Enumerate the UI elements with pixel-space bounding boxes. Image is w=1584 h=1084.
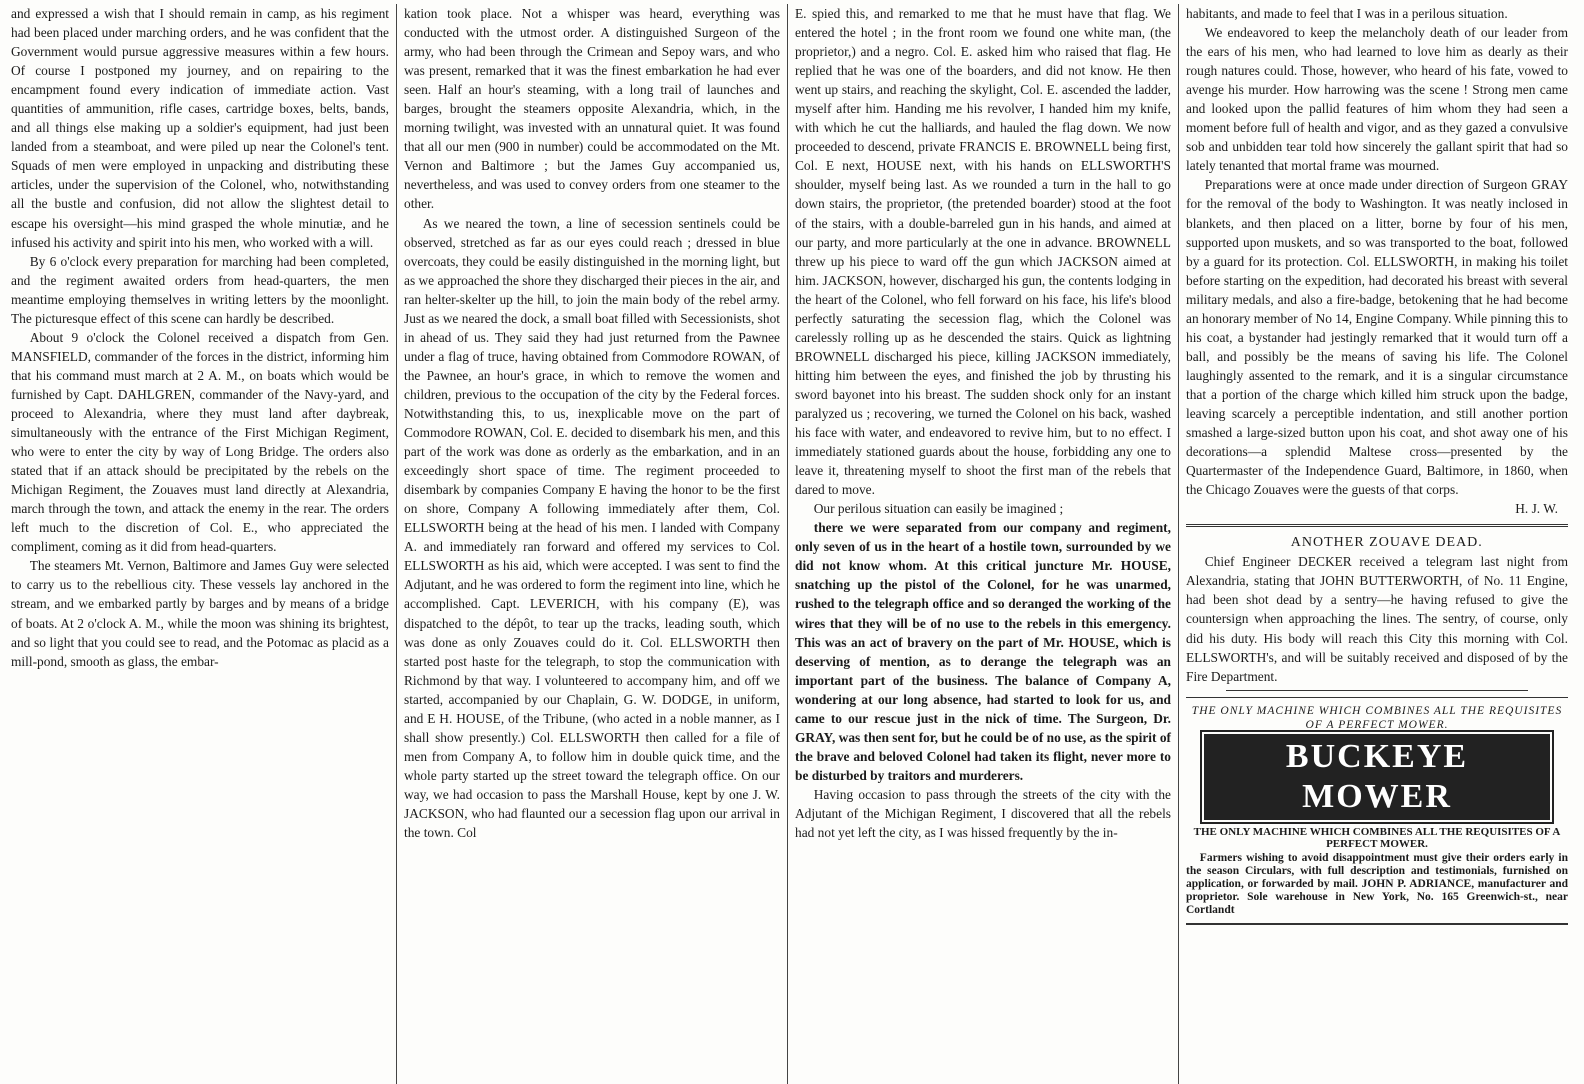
- ad-subtitle: THE ONLY MACHINE WHICH COMBINES ALL THE REQUISITES OF A PERFECT MOWER.: [1193, 825, 1561, 850]
- article-heading: ANOTHER ZOUAVE DEAD.: [1290, 535, 1483, 551]
- column-2: [397, 4, 787, 1084]
- section-divider: [1226, 690, 1528, 691]
- paragraph: Our perilous situation can easily be imagined ;: [813, 501, 1064, 517]
- ad-title: BUCKEYE MOWER: [1204, 734, 1550, 820]
- paragraph: By 6 o'clock every preparation for marching had been completed, and the regiment awaited orders from head-quarters, the men meantime employing themselves in writing letters by the moonlight. The picturesque effect of this scene can hardly be described.: [11, 253, 389, 326]
- paragraph: kation took place. Not a whisper was heard, everything was conducted with the utmost order. A distinguished Surgeon of the army, who had been through the Crimean and Sepoy wars, and who was present, remarked that it was the finest embarkation he had ever seen. Half an hour's steaming, with a long trail of launches and barges, brought the steamers opposite Alexandria, which, in the morning twilight, was invested with an unnatural quiet. It was found that all our men (900 in number) could be accommodated on the Mt. Vernon and Baltimore ; but the James Guy accompanied us, nevertheless, and was used to convey orders from one steamer to the other.: [404, 6, 780, 212]
- author-signature: H. J. W.: [1515, 501, 1558, 517]
- paragraph: We endeavored to keep the melancholy death of our leader from the ears of his men, who had learned to love him as dearly as their rough natures could. Those, however, who heard of his fate, vowed to avenge his murder. How harrowing was the scene ! Strong men came and looked upon the pallid features of him whom they had seen a moment before full of health and vigor, and as they gazed a convulsive sob and unbidden tear told how sincerely the gallant spirit that had so lately tenanted that mortal frame was mourned.: [1186, 25, 1568, 174]
- column-3: [788, 4, 1178, 1084]
- paragraph: About 9 o'clock the Colonel received a dispatch from Gen. MANSFIELD, commander of the forces in the district, informing him that his command must march at 2 A. M., on boats which would be furnished by Capt. DAHLGREN, commander of the Navy-yard, and proceed to Alexandria, where they must land after daybreak, simultaneously with the entrance of the First Michigan Regiment, who were to enter the city by way of Long Bridge. The orders also stated that if an attack should be precipitated by the rebels on the Michigan Regiment, the Zouaves must land directly at Alexandria, march through the town, and attack the enemy in the rear. The orders left much to the discretion of Col. E., who appreciated the compliment, coming as it did from head-quarters.: [11, 329, 389, 555]
- paragraph: As we neared the town, a line of secession sentinels could be observed, stretched as far as our eyes could reach ; dressed in blue overcoats, they could be easily distinguished in the morning light, but as we approached the shore they discharged their pieces in the air, and ran helter-skelter up the hill, to join the main body of the rebel army. Just as we neared the dock, a small boat filled with Secessionists, shot in ahead of us. They said they had just returned from the Pawnee under a flag of truce, having obtained from Commodore ROWAN, of the Pawnee, an hour's grace, in which to remove the women and children, previous to the occupation of the city by the Federal forces. Notwithstanding this, to us, inexplicable move on the part of Commodore ROWAN, Col. E. decided to disembark his men, and this part of the work was done as orderly as the embarkation, and in an exceedingly short space of time. The regiment proceeded to disembark by companies Company E having the honor to be the first on shore, Company A following immediately after them, Col. ELLSWORTH being at the head of his men. I landed with Company A. and immediately ran forward and offered my services to Col. ELLSWORTH as his aid, which were accepted. I was sent to find the Adjutant, and he was ordered to form the regiment into line, which he accomplished. Capt. LEVERICH, with his company (E), was dispatched to the dépôt, to tear up the tracks, leading south, which was done as only Zouaves could do it. Col. ELLSWORTH then started post haste for the telegraph, to stop the communication with Richmond by that way. I volunteered to accompany him, and off we started, accompanied by our Chaplain, G. W. DODGE, in uniform, and E H. HOUSE, of the Tribune, (who acted in a noble manner, as I shall show presently.) Col. ELLSWORTH then called for a file of men from Company A, to follow him in double quick time, and the whole party started up the street toward the telegraph office. On our way, we had occasion to pass the Marshall House, kept by one J. W. JACKSON, who had flaunted our a secession flag upon our arrival in the town. Col: [404, 215, 780, 841]
- ad-body: Farmers wishing to avoid disappointment must give their orders early in the season Circulars, with full description and testimonials, furnished on application, or forwarded by mail. JOHN P. ADRIANCE, manufacturer and proprietor. Sole warehouse in New York, No. 165 Greenwich-st., near Cortlandt: [1186, 851, 1568, 916]
- advertisement: [1186, 697, 1568, 925]
- paragraph: Having occasion to pass through the streets of the city with the Adjutant of the Michigan Regiment, I discovered that all the rebels had not yet left the city, as I was hissed frequently by the in-: [795, 786, 1171, 841]
- column-4: [1179, 4, 1575, 1084]
- ad-bottom-rule: [1186, 923, 1568, 925]
- section-divider: [1186, 524, 1568, 527]
- paragraph: The steamers Mt. Vernon, Baltimore and James Guy were selected to carry us to the rebellious city. These vessels lay anchored in the stream, and we embarked partly by barges and by means of a bridge of boats. At 2 o'clock A. M., while the moon was shining its brightest, and so light that you could see to read, and the Potomac as placid as a mill-pond, smooth as glass, the embar-: [11, 558, 389, 669]
- paragraph: habitants, and made to feel that I was in a perilous situation.: [1186, 6, 1508, 21]
- news-item: Chief Engineer DECKER received a telegram last night from Alexandria, stating that JOHN BUTTERWORTH, of No. 11 Engine, had been shot dead by a sentry—he having refused to give the countersign when approaching the lines. The sentry, of course, only did his duty. His body will reach this City this morning with Col. ELLSWORTH's, and will be suitably received and disposed of by the Fire Department.: [1186, 554, 1568, 684]
- paragraph: and expressed a wish that I should remain in camp, as his regiment had been placed under marching orders, and he was confident that the Government would pursue aggressive measures within a few hours. Of course I postponed my journey, and on repairing to the encampment found every indication of immediate action. Vast quantities of ammunition, rifle cases, cartridge boxes, belts, bands, and all things else making up a soldier's equipment, had just been landed from a steamboat, and were piled up near the Colonel's tent. Squads of men were employed in unpacking and distributing these articles, under the supervision of the Colonel, who, notwithstanding all the bustle and confusion, did not allow the slightest detail to escape his oversight—his mind grasped the whole minutiæ, and he infused his activity and spirit into his men, who worked with a will.: [11, 6, 389, 250]
- paragraph: E. spied this, and remarked to me that he must have that flag. We entered the hotel ; in the front room we found one white man, (the proprietor,) and a negro. Col. E. asked him who raised that flag. He replied that he was one of the boarders, and did not know. He then went up stairs, and reaching the skylight, Col. E. ascended the ladder, myself after him. Handing me his revolver, I handed him my knife, with which he cut the halliards, and hauled the flag down. We now proceeded to descend, private FRANCIS E. BROWNELL being first, Col. E next, HOUSE next, with his hands on ELLSWORTH'S shoulder, myself being last. As we rounded a turn in the hall to go down stairs, the proprietor, (the pretended boarder) stood at the foot of the stairs, with a double-barreled gun in his hands, and aimed at our party, and more particularly at the one in advance. BROWNELL threw up his piece to ward off the gun which JACKSON aimed at him. JACKSON, however, discharged his gun, the contents lodging in the heart of the Colonel, who fell forward on his face, his life's blood perfectly saturating the secession flag, which the Colonel was carelessly rolling up as he descended the stairs. Quick as lightning BROWNELL discharged his piece, killing JACKSON immediately, hitting him between the eyes, and finished the job by thrusting his sword bayonet into his breast. The sudden shock only for an instant paralyzed us ; recovering, we turned the Colonel on his back, washed his face with water, and endeavored to revive him, but to no effect. I immediately stationed guards about the house, forbidding any one to leave it, threatening myself to shoot the first man of the rebels that dared to move.: [795, 6, 1171, 498]
- paragraph: Preparations were at once made under direction of Surgeon GRAY for the removal of the body to Washington. It was neatly inclosed in blankets, and then placed on a litter, borne by four of his men, supported upon muskets, and so was transported to the boat, followed by a guard for its protection. Col. ELLSWORTH, in making his toilet before starting on the expedition, had decorated his breast with several military medals, and also a fire-badge, betokening that he had become an honorary member of No 14, Engine Company. While pinning this to his coat, a bystander had jestingly remarked that it would turn off a ball, and possibly be the means of saving his life. The Colonel laughingly assented to the remark, and it is a singular circumstance that a portion of the charge which killed him struck upon the badge, leaving scarcely a perceptible indentation, and still another portion smashed a large-sized button upon his coat, and shot away one of his decorations—a splendid Maltese cross—presented by the Quartermaster of the Independence Guard, Baltimore, in 1860, when the Chicago Zouaves were the guests of that corps.: [1186, 177, 1568, 498]
- ad-tagline: THE ONLY MACHINE WHICH COMBINES ALL THE REQUISITES OF A PERFECT MOWER.: [1191, 704, 1563, 731]
- column-1: [4, 4, 396, 1084]
- paragraph-bold: there we were separated from our company and regiment, only seven of us in the heart of a hostile town, surrounded by we did not know whom. At this critical juncture Mr. HOUSE, snatching up the pistol of the Colonel, for he was unarmed, rushed to the telegraph office and so deranged the working of the wires that they will be of no use to the rebels in this emergency. This was an act of bravery on the part of Mr. HOUSE, which is deserving of mention, as to derange the telegraph was an important part of the business. The balance of Company A, wondering at our long absence, had started to look for us, and came to our rescue just in the nick of time. The Surgeon, Dr. GRAY, was then sent for, but he could be of no use, as the spirit of the brave and beloved Colonel had taken its flight, never more to be disturbed by traitors and murderers.: [795, 520, 1171, 783]
